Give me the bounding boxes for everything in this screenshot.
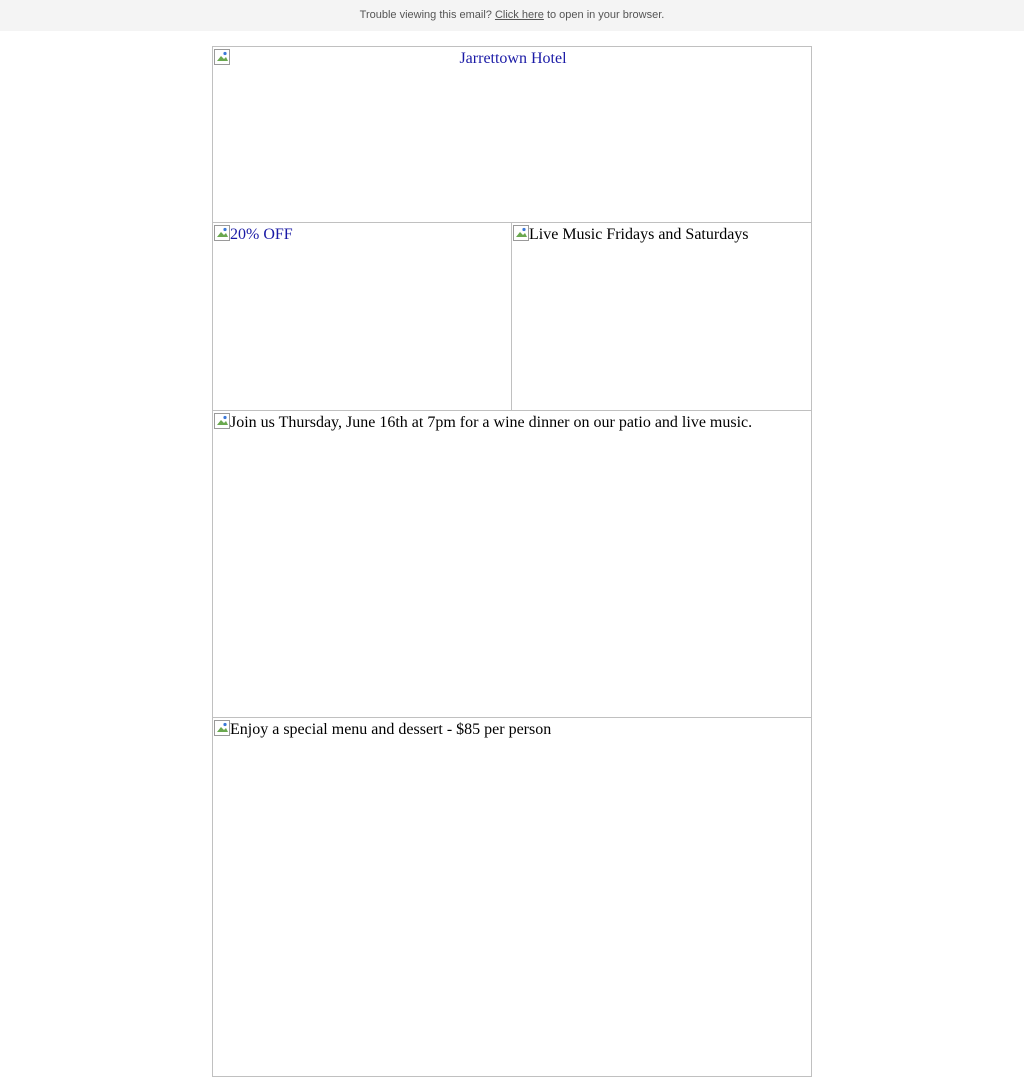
preheader-lead-text: Trouble viewing this email? — [359, 9, 492, 21]
header-image-alt[interactable]: Jarrettown Hotel — [459, 50, 567, 67]
open-in-browser-link[interactable]: Click here — [494, 9, 544, 21]
preheader-trail-text: to open in your browser. — [546, 9, 665, 21]
discount-image-alt[interactable]: 20% OFF — [230, 226, 293, 243]
broken-image-icon — [214, 413, 230, 429]
live-music-image-alt: Live Music Fridays and Saturdays — [529, 226, 749, 243]
broken-image-icon — [214, 225, 230, 241]
special-menu-image — [212, 717, 812, 1077]
wine-dinner-image-alt: Join us Thursday, June 16th at 7pm for a wine dinner on our patio and live music. — [230, 414, 753, 431]
broken-image-icon — [214, 720, 230, 736]
wine-dinner-image — [212, 410, 812, 718]
discount-image-link[interactable] — [212, 222, 512, 411]
special-menu-image-alt: Enjoy a special menu and dessert - $85 per person — [230, 721, 552, 738]
header-image-link[interactable] — [212, 46, 812, 223]
broken-image-icon — [513, 225, 529, 241]
live-music-image — [511, 222, 812, 411]
preheader-bar — [0, 0, 1024, 31]
